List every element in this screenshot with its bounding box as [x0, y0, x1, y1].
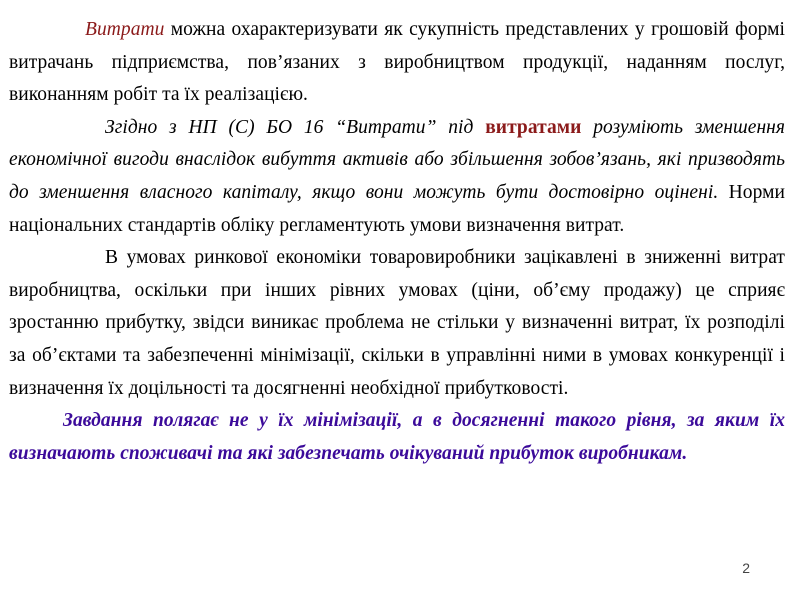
- task-statement: Завдання полягає не у їх мінімізації, а в досягненні такого рівня, за яким їх визначають споживачі та які забезпечать очікуваний прибуток виробникам.: [9, 410, 785, 464]
- paragraph3-text: В умовах ринкової економіки товаровиробники зацікавлені в зниженні витрат виробництва, оскільки при інших рівних умовах (ціни, об’єму продажу) це сприяє зростанню прибутку, звідси виникає проблема не стільки у визначенні витрат, їх розподілі за об’єктами та забезпеченні мінімізації, скільки в управлінні ними в умовах конкуренції і визначення їх доцільності та досягненні необхідної прибутковості.: [9, 247, 785, 399]
- paragraph-costs-definition: [9, 14, 785, 112]
- term-costs-bold: витратами: [485, 116, 582, 138]
- paragraph-standard-definition: [9, 112, 785, 242]
- paragraph1-rest: можна охарактеризувати як сукупність представлених у грошовій формі витрачань підприємства, пов’язаних з виробництвом продукції, наданням послуг, виконанням робіт та їх реалізацією.: [9, 19, 785, 106]
- paragraph-market-economy: [9, 242, 785, 405]
- standard-intro: Згідно з НП (С) БО 16 “Витрати” під: [105, 116, 486, 138]
- paragraph-task: [9, 405, 785, 470]
- slide-text-block: [9, 14, 785, 470]
- standard-definition: розуміють зменшення економічної вигоди внаслідок вибуття активів або збільшення зобов’язань, які призводять до зменшення власного капіталу, якщо вони можуть бути достовірно оцінені.: [9, 116, 786, 203]
- paragraph2-rest: Норми національних стандартів обліку регламентують умови визначення витрат.: [9, 181, 785, 236]
- page-number: 2: [742, 560, 750, 576]
- term-costs: Витрати: [85, 19, 165, 40]
